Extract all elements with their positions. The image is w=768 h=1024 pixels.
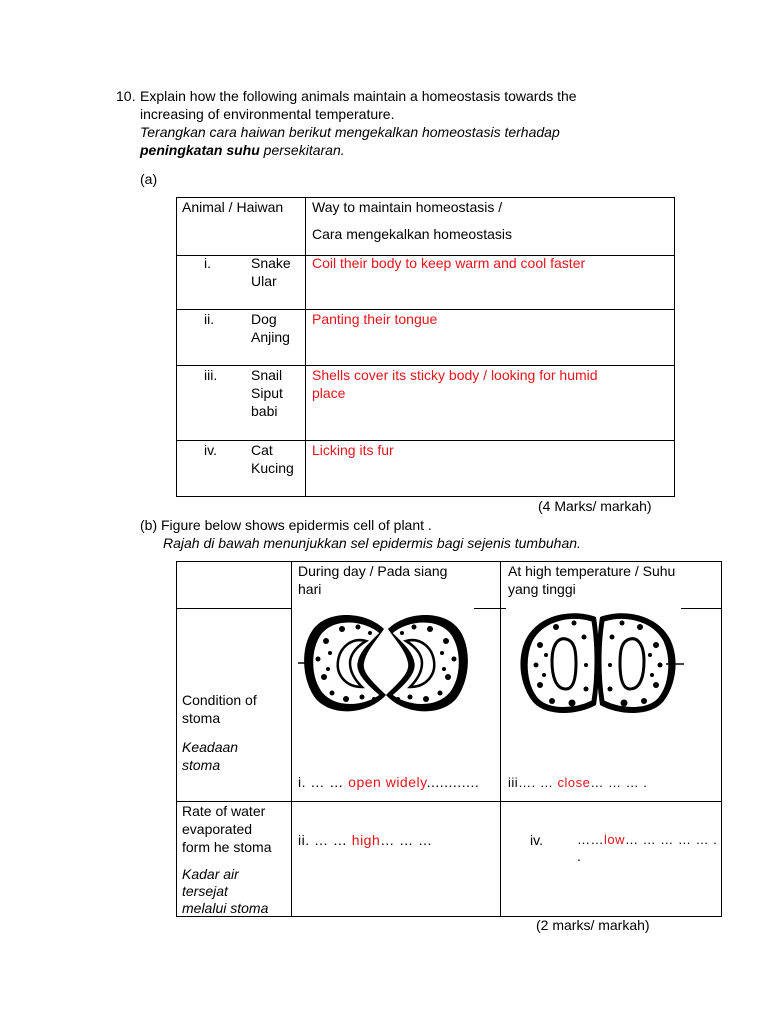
answer-i <box>298 773 479 791</box>
col-header-day-1: During day / Pada siang <box>298 563 448 579</box>
answer-ii-value: high <box>351 832 381 848</box>
question-text-ms-2 <box>140 142 345 158</box>
answer-text: Shells cover its sticky body / looking for humid <box>312 367 598 383</box>
question-ms-tail: persekitaran. <box>259 142 345 158</box>
part-b-intro-en: (b) Figure below shows epidermis cell of plant . <box>140 517 432 533</box>
row-label-rate-ms-2: tersejat <box>182 883 228 899</box>
answer-iv-suffix: … … … … … . <box>625 832 718 847</box>
part-b-intro-ms: Rajah di bawah menunjukkan sel epidermis bagi sejenis tumbuhan. <box>163 535 581 551</box>
animal-name-en: Snake <box>251 255 291 271</box>
question-number: 10. <box>116 88 136 104</box>
row-number: iii. <box>204 367 218 383</box>
row-label-rate-en-2: evaporated <box>182 821 253 837</box>
row-number: i. <box>204 255 211 271</box>
row-label-condition-en-1: Condition of <box>182 692 257 708</box>
answer-ii-suffix: … … … <box>380 832 433 848</box>
answer-text: Licking its fur <box>312 442 394 458</box>
answer-ii <box>298 831 433 849</box>
answer-text: Coil their body to keep warm and cool faster <box>312 255 586 271</box>
part-b-marks: (2 marks/ markah) <box>536 917 650 933</box>
question-text-en-2: increasing of environmental temperature. <box>140 106 395 122</box>
col-header-hot-1: At high temperature / Suhu <box>508 563 676 579</box>
answer-iv <box>577 831 717 849</box>
answer-i-suffix: ............ <box>426 774 480 790</box>
row-number: iv. <box>204 442 217 458</box>
header-animal: Animal / Haiwan <box>182 199 284 215</box>
answer-text-2: place <box>312 385 346 401</box>
animal-name-en: Dog <box>251 311 277 327</box>
col-header-day-2: hari <box>298 581 322 597</box>
animal-name-ms: Anjing <box>251 329 290 345</box>
animal-name-en: Cat <box>251 442 273 458</box>
row-number: ii. <box>204 311 215 327</box>
animal-table <box>176 197 674 497</box>
answer-iv-prefix: …… <box>577 832 604 847</box>
animal-name-ms: Siput <box>251 385 283 401</box>
part-a-marks: (4 Marks/ markah) <box>538 498 652 514</box>
question-text-ms-1: Terangkan cara haiwan berikut mengekalkan homeostasis terhadap <box>140 124 560 140</box>
header-way-1: Way to maintain homeostasis / <box>312 199 503 215</box>
stoma-table <box>176 561 722 917</box>
question-text-en-1: Explain how the following animals maintain a homeostasis towards the <box>140 88 577 104</box>
answer-i-prefix: i. … … <box>298 774 349 790</box>
row-label-rate-ms-1: Kadar air <box>182 866 239 882</box>
answer-iv-number: iv. <box>530 832 543 848</box>
answer-iii <box>508 774 647 792</box>
answer-iii-value: close <box>557 775 591 790</box>
row-label-rate-en-1: Rate of water <box>182 803 266 819</box>
row-label-rate-ms-3: melalui stoma <box>182 900 269 916</box>
answer-ii-prefix: ii. … … <box>298 832 352 848</box>
closed-stoma-diagram <box>516 609 696 714</box>
header-way-2: Cara mengekalkan homeostasis <box>312 226 512 242</box>
answer-i-value: open widely <box>348 774 427 790</box>
question-emphasis: peningkatan suhu <box>140 142 260 158</box>
animal-name-ms: Ular <box>251 273 277 289</box>
row-label-condition-ms-2: stoma <box>182 757 221 773</box>
answer-text: Panting their tongue <box>312 311 438 327</box>
animal-name-en: Snail <box>251 367 283 383</box>
answer-iv-value: low <box>604 832 626 847</box>
open-stoma-diagram <box>296 611 476 716</box>
part-a-label: (a) <box>140 171 158 187</box>
col-header-hot-2: yang tinggi <box>508 581 576 597</box>
animal-name-ms: Kucing <box>251 460 294 476</box>
row-label-condition-en-2: stoma <box>182 710 221 726</box>
row-label-rate-en-3: form he stoma <box>182 839 272 855</box>
answer-iii-suffix: … … … . <box>590 775 648 790</box>
answer-iii-prefix: iii…. … <box>508 775 558 790</box>
answer-iv-tail: . <box>577 848 581 864</box>
animal-name-ms-2: babi <box>251 403 278 419</box>
row-label-condition-ms-1: Keadaan <box>182 739 239 755</box>
